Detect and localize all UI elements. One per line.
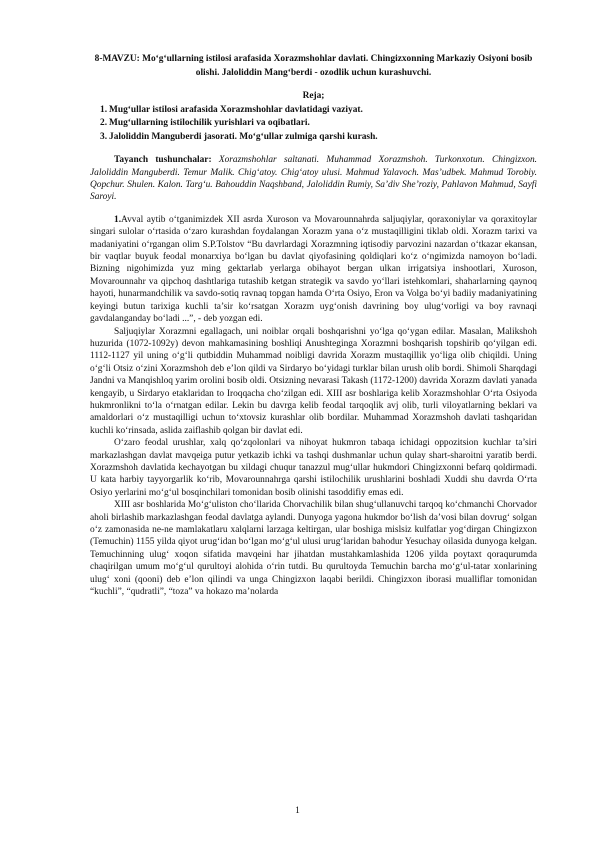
plan-item-text: Mug‘ullarning istilochilik yurishlari va oqibatlari. [109, 118, 310, 129]
document-page [90, 52, 537, 598]
keywords-text: Xorazmshohlar saltanati. Muhammad Xorazmshoh. Turkonxotun. Chingizxon. Jaloliddin Manguberdi. Temur Malik. Chig‘atoy. Chig‘atoy ulusi. Mahmud Yalavoch. Mas’udbek. Mahmud Torobiy. Qopchur. Shulen. Kalon. Targ‘u. Bahouddin Naqshband, Jaloliddin Rumiy, Sa’div She’roziy, Pahlavon Mahmud, Sayfi Saroyi. [90, 155, 537, 203]
plan-item [90, 131, 537, 144]
plan-list [90, 104, 537, 144]
section-number: 1. [114, 214, 122, 225]
body-paragraph [90, 326, 537, 438]
paragraph-text: O‘zaro feodal urushlar, xalq qo‘zqolonlari va nihoyat hukmron tabaqa ichidagi oppozitsion kuchlar ta’siri markazlashgan davlat mavqeiga putur yetkazib ichki va tashqi dushmanlar uchun qulay shart-sharoitni yaratib berdi. Xorazmshoh davlatida kechayotgan bu xildagi chuqur tanazzul mug‘ullar hukmdori Chingizxonni befarq qoldirmadi. U kata harbiy tayyorgarlik ko‘rib, Movarounnahrga qarshi istilochilik urushlarini boshladi Xuddi shu davrda O‘rta Osiyo yerlarini mo‘g‘ul bosqinchilari tomonidan bosib olinishi tasoddifiy emas edi. [90, 438, 537, 498]
body-paragraph [90, 437, 537, 499]
plan-item-number: 3. [100, 131, 108, 142]
document-title: 8-MAVZU: Mo‘g‘ullarning istilosi arafasida Xorazmshohlar davlati. Chingizxonning Markaziy Osiyoni bosib olishi. Jaloliddin Mang‘berdi - ozodlik uchun kurashuvchi. [94, 54, 533, 78]
keywords-paragraph [90, 154, 537, 204]
plan-item [90, 104, 537, 117]
body-paragraph [90, 214, 537, 326]
paragraph-text: Saljuqiylar Xorazmni egallagach, uni noiblar orqali boshqarishni yo‘lga qo‘ygan edilar. Masalan, Malikshoh huzurida (1072-1092y) devon mahkamasining boshliqi Anushteginga Xorazmni boshqarish topshirib qo‘yilgan edi. 1112-1127 yil uning o‘g‘li qutbiddin Muhammad noibligi davrida Xorazm mustaqillik yo‘liga olib chiqildi. Uning o‘g‘li Otsiz o‘zini Xorazmshoh deb e’lon qildi va Sirdaryo bo‘yidagi turklar bilan urush olib bordi. Shimoli Sharqdagi Jandni va Manqishloq yarim orolini bosib oldi. Otsizning nevarasi Takash (1172-1200) davrida Xorazm davlati yanada kengayib, u Sirdaryo etaklaridan to Iroqqacha cho‘zilgan edi. XIII asr boshlariga kelib Xorazmshohlar O‘rta Osiyoda hukmronlikni to‘la o‘rnatgan edilar. Lekin bu davrga kelib feodal tarqoqlik avj olib, turli viloyatlarning beklari va amaldorlari o‘z mustaqilligi uchun to‘xtovsiz kurashlar olib bordilar. Muhammad Xorazmshoh davlati tashqaridan kuchli ko‘rinsada, aslida zaiflashib qolgan bir davlat edi. [90, 326, 537, 436]
paragraph-text: Avval aytib o‘tganimizdek XII asrda Xuroson va Movarounnahrda saljuqiylar, qoraxoniylar va qoraxitoylar singari sulolar o‘rtasida o‘zaro kurashdan foydalangan Xorazm yana o‘z mustaqilligini tiklab oldi. Xorazm tarixi va madaniyatini o‘rgangan olim S.P.Tolstov “Bu davrlardagi Xorazmning iqtisodiy parvozini nazardan o‘tkazar ekansan, bir vaqtlar buyuk feodal monarxiya bo‘lgan bu davlat qiyofasining qoldiqlari ko‘z o‘ngimizda namoyon bo‘ladi. Bizning nigohimizda yuz ming gektarlab yerlarga obihayot bergan ulkan irrigatsiya inshootlari, Xuroson, Movarounnahr va qipchoq dashtlariga tutashib ketgan strategik va savdo yo‘llari istehkomlari, shaharlarning qaynoq hayoti, hunarmandchilik va savdo-sotiq ravnaq topgan hamda O‘rta Osiyo, Eron va Volga bo‘yi badiiy madaniyatining keyingi butun tarixiga kuchli ta’sir ko‘rsatgan Xorazm uyg‘onish davrining boy ulug‘vorligi va boy ravnaqi gavdalanganday bo‘ladi ...”, - deb yozgan edi. [90, 214, 537, 325]
plan-item-text: Jaloliddin Manguberdi jasorati. Mo‘g‘ullar zulmiga qarshi kurash. [109, 131, 378, 142]
keywords-label: Tayanch tushunchalar: [114, 155, 212, 166]
plan-item-number: 1. [100, 105, 108, 115]
page-number: 1 [295, 806, 300, 816]
body-paragraph [90, 499, 537, 598]
plan-item-number: 2. [100, 118, 108, 129]
paragraph-text: XIII asr boshlarida Mo‘g‘uliston cho‘llarida Chorvachilik bilan shug‘ullanuvchi tarqoq ko‘chmanchi Chorvador aholi birlashib markazlashgan feodal davlatga aylandi. Dunyoga yagona hukmdor bo‘lish da’vosi bilan dovrug‘ solgan o‘z zamonasida ne-ne mamlakatlaru xalqlarni larzaga keltirgan, ular boshiga mislsiz kulfatlar yog‘dirgan Chingizxon (Temuchin) 1155 yilda qiyot urug‘idan bo‘lgan mo‘g‘ul ulusi urug‘laridan bahodur Yesuchay oilasida dunyoga kelgan. Temuchinning ulug‘ xoqon sifatida mavqeini har jihatdan mustahkamlashida 1206 yilda poytaxt qoraqurumda chaqirilgan umum mo‘g‘ul qurultoyi alohida o‘rin tutdi. Bu qurultoyda Temuchin barcha mo‘g‘ul-tatar xonlarining ulug‘ xoni (qooni) deb e’lon qilindi va unga Chingizxon laqabi berildi. Chingizxon iborasi mualliflar tomonidan “kuchli”, “qudratli”, “toza” va hokazo ma’nolarda [90, 500, 537, 598]
plan-heading: Reja; [302, 91, 325, 101]
plan-item-text: Mug‘ullar istilosi arafasida Xorazmshohlar davlatidagi vaziyat. [109, 105, 363, 115]
plan-item [90, 117, 537, 130]
